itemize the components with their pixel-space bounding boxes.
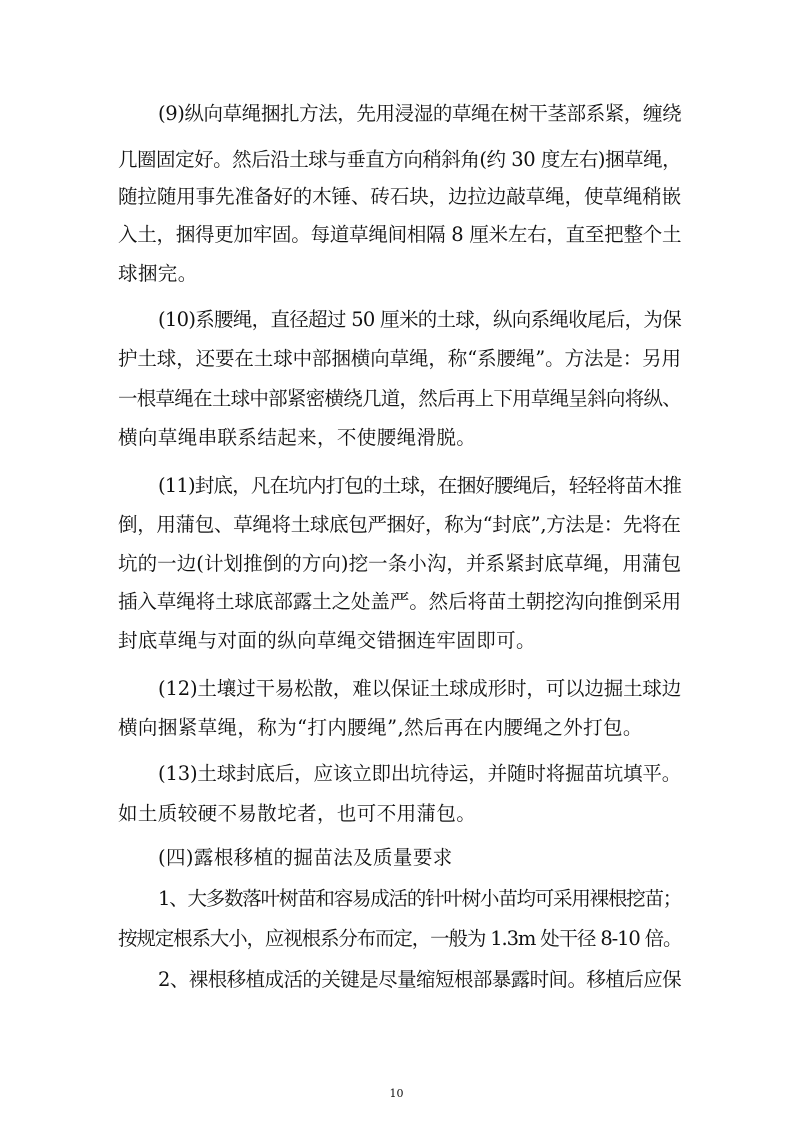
text-line: 横向草绳串联系结起来，不使腰绳滑脱。	[118, 426, 477, 449]
text-line: 入土，捆得更加牢固。每道草绳间相隔 8 厘米左右，直至把整个土	[118, 223, 682, 246]
text-line: (9)纵向草绳捆扎方法，先用浸湿的草绳在树干茎部系紧，缠绕	[158, 102, 682, 125]
text-line: 球捆完。	[118, 262, 198, 285]
text-line: 如土质较硬不易散坨者，也可不用蒲包。	[118, 802, 477, 825]
text-line: (13)土球封底后，应该立即出坑待运，并随时将掘苗坑填平。	[158, 762, 682, 785]
text-line: (四)露根移植的掘苗法及质量要求	[158, 846, 453, 869]
text-line: (12)土壤过干易松散，难以保证土球成形时，可以边掘土球边	[158, 677, 682, 700]
text-line: 坑的一边(计划推倒的方向)挖一条小沟，并系紧封底草绳，用蒲包	[118, 552, 682, 575]
text-line: 插入草绳将土球底部露土之处盖严。然后将苗土朝挖沟向推倒采用	[118, 590, 682, 613]
text-line: 一根草绳在土球中部紧密横绕几道，然后再上下用草绳呈斜向将纵、	[118, 387, 682, 410]
text-line: 2、裸根移植成活的关键是尽量缩短根部暴露时间。移植后应保	[158, 968, 682, 991]
text-line: (10)系腰绳，直径超过 50 厘米的土球，纵向系绳收尾后，为保	[158, 308, 682, 331]
page-number: 10	[389, 1087, 404, 1100]
text-line: (11)封底，凡在坑内打包的土球，在捆好腰绳后，轻轻将苗木推	[158, 474, 682, 497]
text-line: 随拉随用事先准备好的木锤、砖石块，边拉边敲草绳，使草绳稍嵌	[118, 185, 682, 208]
text-line: 封底草绳与对面的纵向草绳交错捆连牢固即可。	[118, 629, 536, 652]
text-line: 倒，用蒲包、草绳将土球底包严捆好，称为“封底”,方法是：先将在	[118, 513, 681, 536]
text-line: 几圈固定好。然后沿土球与垂直方向稍斜角(约 30 度左右)捆草绳，	[118, 148, 682, 171]
text-line: 1、大多数落叶树苗和容易成活的针叶树小苗均可采用裸根挖苗；	[158, 887, 682, 910]
text-line: 按规定根系大小，应视根系分布而定，一般为 1.3m 处干径 8-10 倍。	[118, 927, 682, 950]
text-line: 护土球，还要在土球中部捆横向草绳，称“系腰绳”。方法是：另用	[118, 347, 681, 370]
text-line: 横向捆紧草绳，称为“打内腰绳”,然后再在内腰绳之外打包。	[118, 716, 643, 739]
